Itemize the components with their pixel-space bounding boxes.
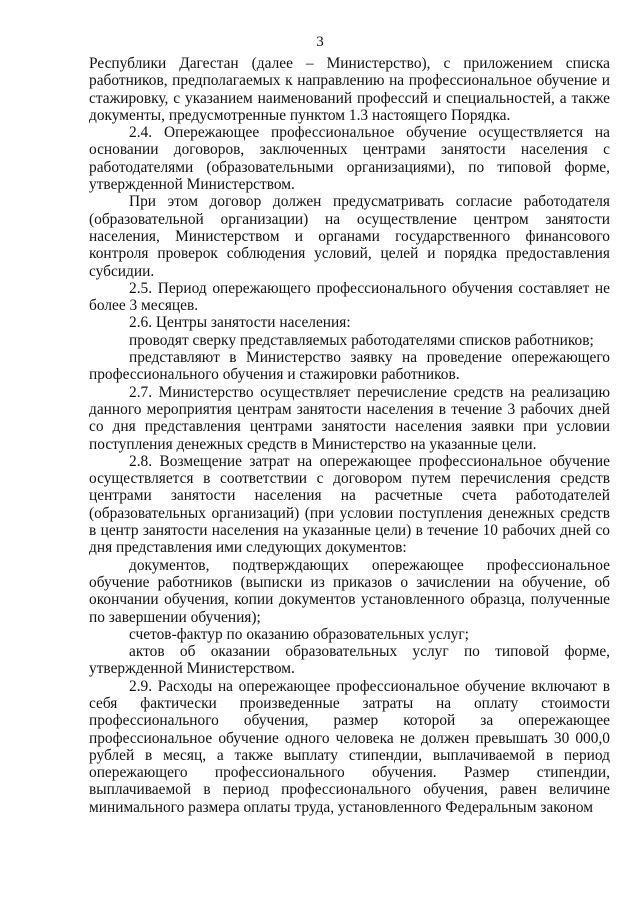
paragraph-2-5: 2.5. Период опережающего профессионального обучения составляет не более 3 месяцев. (89, 279, 610, 315)
list-item-invoices: счетов-фактур по оказанию образовательных услуг; (129, 625, 469, 643)
paragraph-contract-consent: При этом договор должен предусматривать согласие работодателя (образовательной организации) на осуществление центром занятости населения, Министерством и органами государственного финансового контроля проверок соблюдения условий, целей и порядка предоставления субсидии. (89, 193, 610, 280)
list-item-reconciliation: проводят сверку представляемых работодателями списков работников; (129, 331, 594, 349)
list-item-application: представляют в Министерство заявку на проведение опережающего профессионального обучения и стажировки работников. (89, 349, 610, 384)
document-body (89, 55, 610, 816)
paragraph-continuation: Республики Дагестан (далее – Министерство), с приложением списка работников, предполагаемых к направлению на профессиональное обучение и стажировку, с указанием наименований профессий и специальностей, а также документы, предусмотренные пунктом 1.3 настоящего Порядка. (89, 55, 610, 124)
paragraph-2-6: 2.6. Центры занятости населения: (129, 314, 351, 332)
paragraph-2-4: 2.4. Опережающее профессиональное обучение осуществляется на основании договоров, заключенных центрами занятости населения с работодателями (образовательными организациями), по типовой форме, утвержденной Министерством. (89, 124, 610, 194)
paragraph-2-8: 2.8. Возмещение затрат на опережающее профессиональное обучение осуществляется в соответствии с договором путем перечисления средств центрами занятости населения на расчетные счета работодателей (образовательных организаций) (при условии поступления денежных средств в центр занятости населения на указанные цели) в течение 10 рабочих дней со дня представления ими следующих документов: (89, 452, 610, 557)
page-number: 3 (316, 34, 324, 50)
list-item-training-documents: документов, подтверждающих опережающее профессиональное обучение работников (выписки из приказов о зачислении на обучение, об окончании обучения, копии документов установленного образца, полученные по завершении обучения); (89, 556, 610, 626)
paragraph-2-9: 2.9. Расходы на опережающее профессиональное обучение включают в себя фактически произведенные затраты на оплату стоимости профессионального обучения, размер которой за опережающее профессиональное обучение одного человека не должен превышать 30 000,0 рублей в месяц, а также выплату стипендии, выплачиваемой в период опережающего профессионального обучения. Размер стипендии, выплачиваемой в период профессионального обучения, равен величине минимального размера оплаты труда, установленного Федеральным законом (89, 677, 610, 816)
list-item-acts: актов об оказании образовательных услуг по типовой форме, утвержденной Министерством. (89, 643, 610, 678)
paragraph-2-7: 2.7. Министерство осуществляет перечисление средств на реализацию данного мероприятия центрам занятости населения в течение 3 рабочих дней со дня представления центрами занятости населения заявки при условии поступления денежных средств в Министерство на указанные цели. (89, 383, 610, 453)
